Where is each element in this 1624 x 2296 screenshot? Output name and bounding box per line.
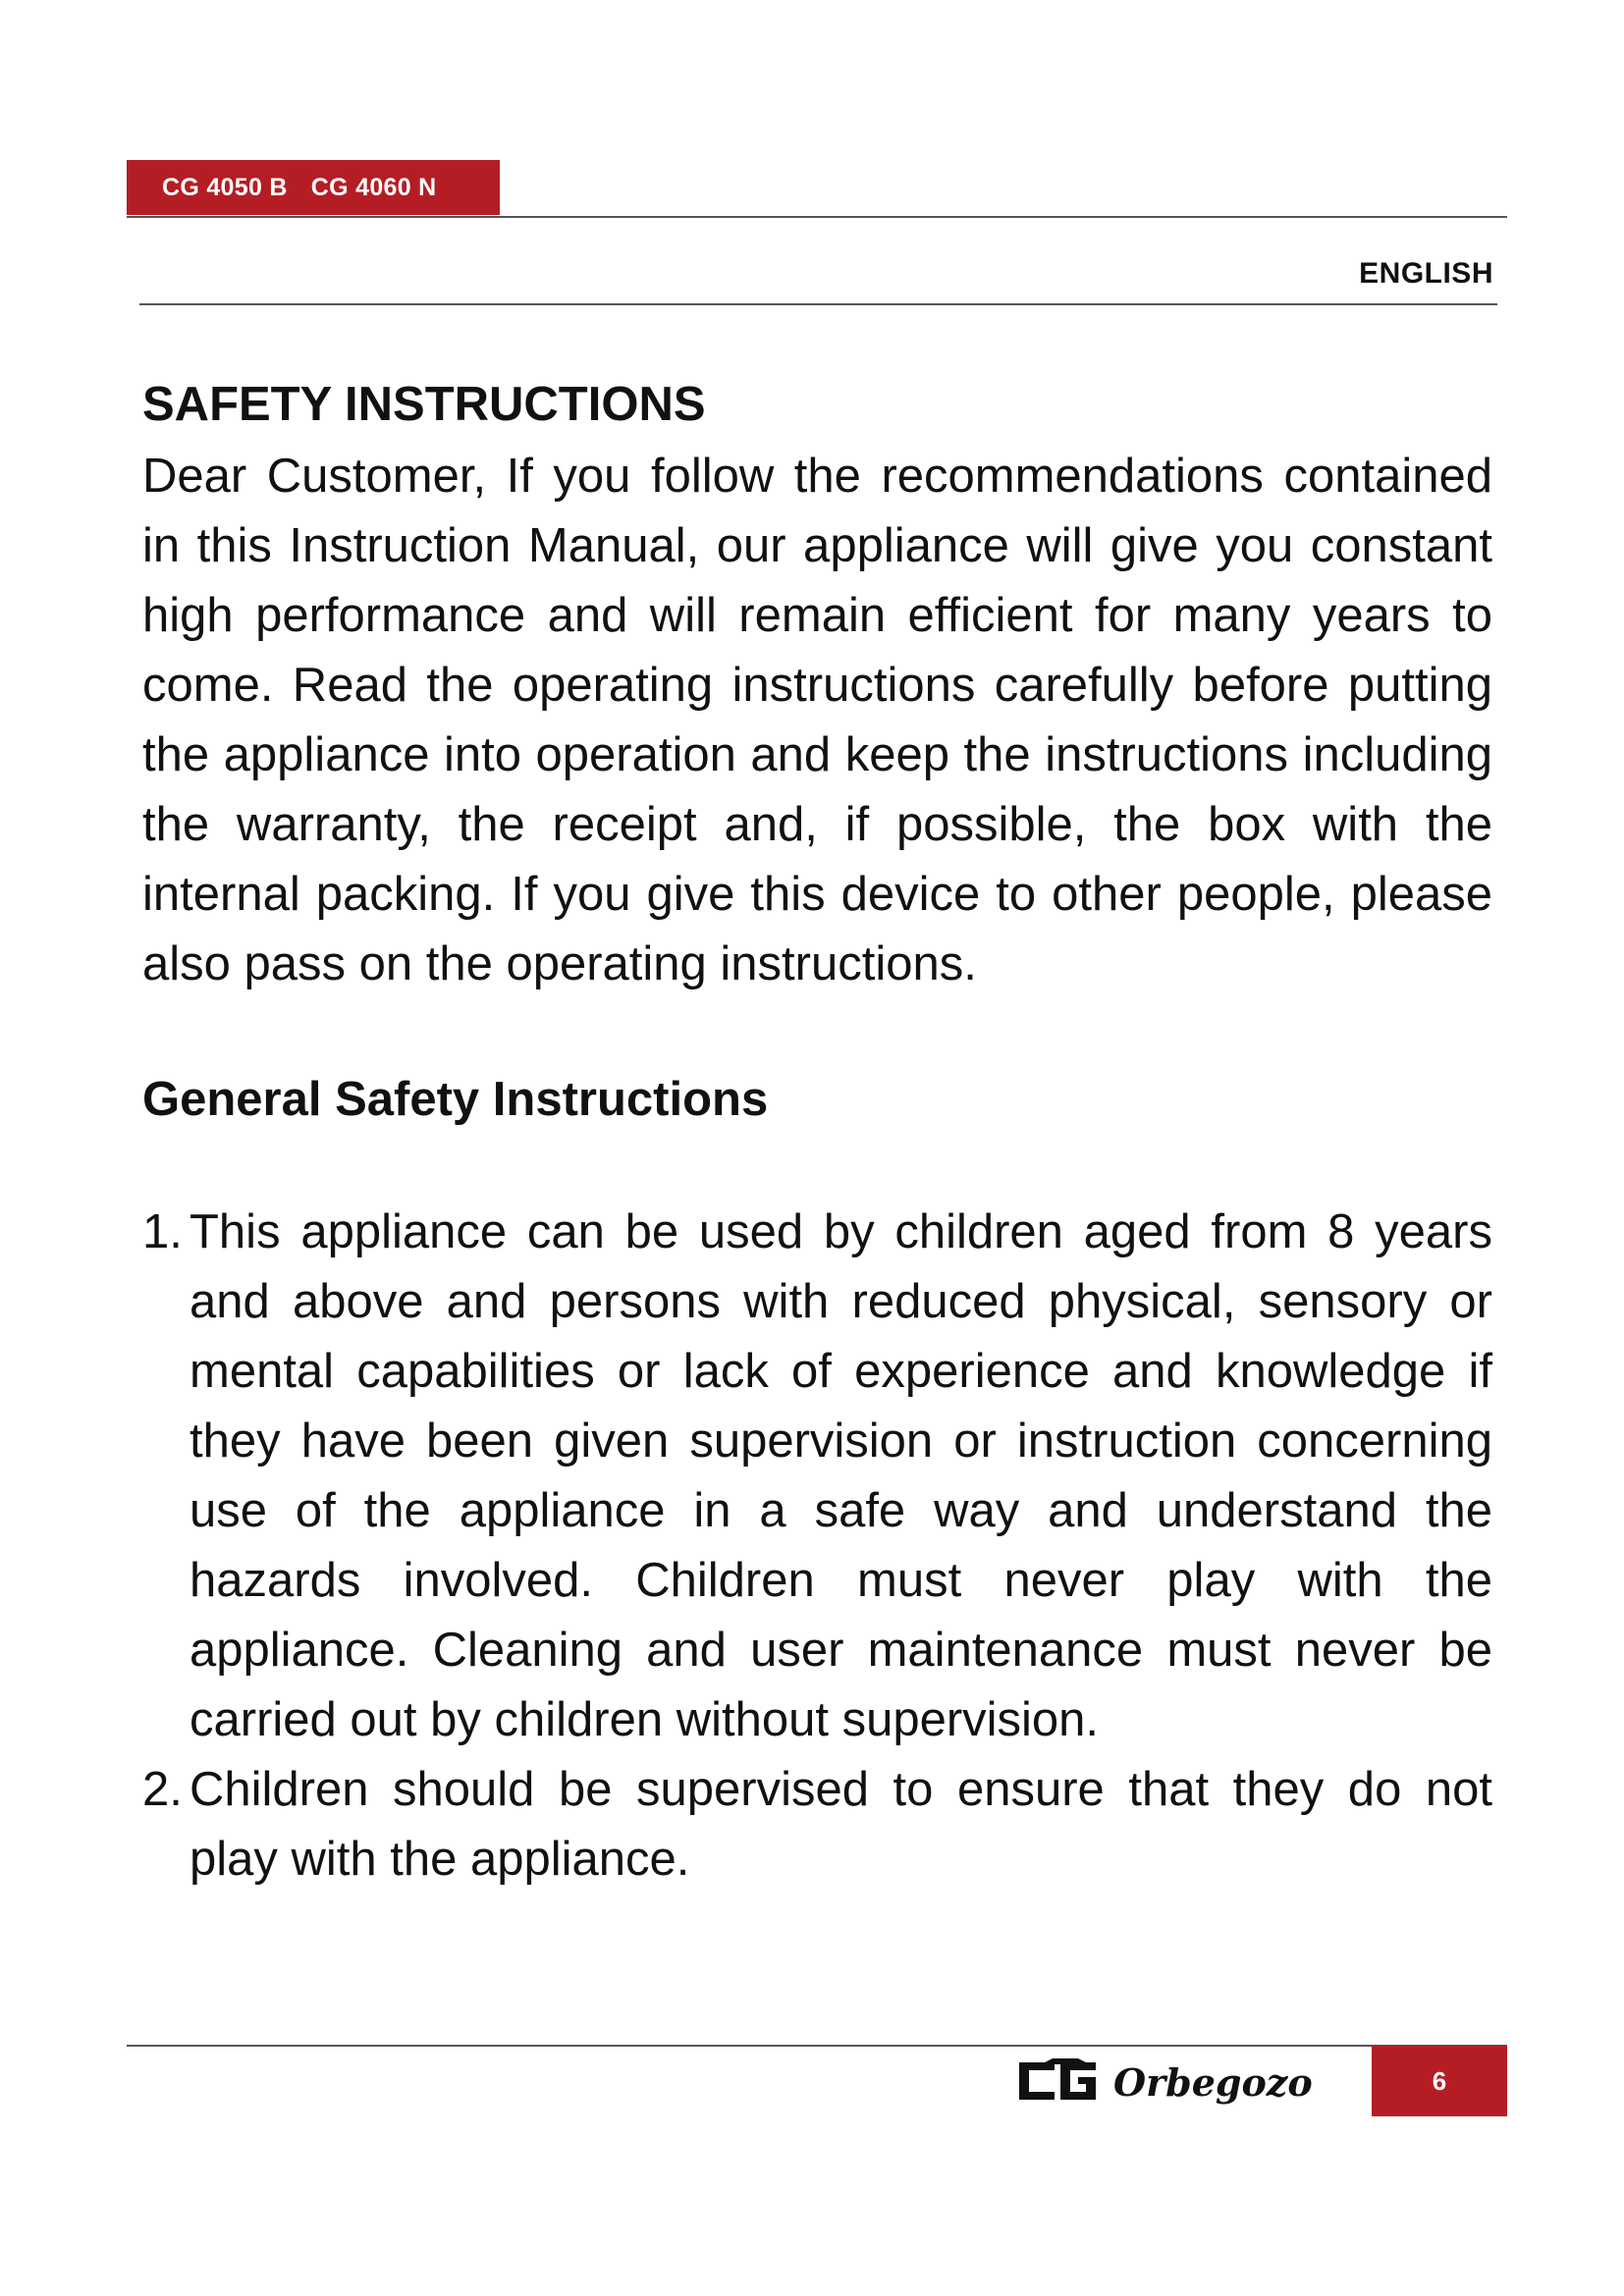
list-item xyxy=(142,1198,1492,1755)
list-item-number: 1. xyxy=(142,1205,183,1258)
list-item xyxy=(142,1755,1492,1895)
orbegozo-logo xyxy=(1017,2056,1361,2106)
language-divider xyxy=(139,303,1497,305)
list-item-text: This appliance can be used by children aged from 8 years and above and persons with reduced physical, sensory or mental capabilities or lack of experience and knowledge if they have been given supervision or instruction concerning use of the appliance in a safe way and understand the hazards involved. Children must never play with the appliance. Cleaning and user maintenance must never be carried out by children without supervision. xyxy=(189,1205,1492,1746)
language-label: ENGLISH xyxy=(1359,257,1493,290)
list-item-text: Children should be supervised to ensure that they do not play with the appliance. xyxy=(189,1763,1492,1886)
instruction-list xyxy=(142,1198,1492,1895)
section-title: General Safety Instructions xyxy=(142,1073,769,1126)
list-item-number: 2. xyxy=(142,1763,183,1816)
page-content xyxy=(142,375,1492,1895)
intro-paragraph: Dear Customer, If you follow the recommendations contained in this Instruction Manual, our appliance will give you constant high performance and will remain efficient for many years to come. Read the operating instructions carefully before putting the appliance into operation and keep the instructions including the warranty, the receipt and, if possible, the box with the internal packing. If you give this device to other people, please also pass on the operating instructions. xyxy=(142,450,1492,990)
header-divider xyxy=(127,216,1507,218)
footer-divider xyxy=(127,2045,1507,2047)
page-title: SAFETY INSTRUCTIONS xyxy=(142,378,706,431)
cg-mark-icon xyxy=(1019,2058,1096,2100)
brand-wordmark: Orbegozo xyxy=(1113,2060,1313,2105)
model-tag xyxy=(127,160,500,215)
model-label-2: CG 4060 N xyxy=(310,173,437,201)
page-number: 6 xyxy=(1372,2046,1507,2116)
model-label-1: CG 4050 B xyxy=(162,173,288,201)
